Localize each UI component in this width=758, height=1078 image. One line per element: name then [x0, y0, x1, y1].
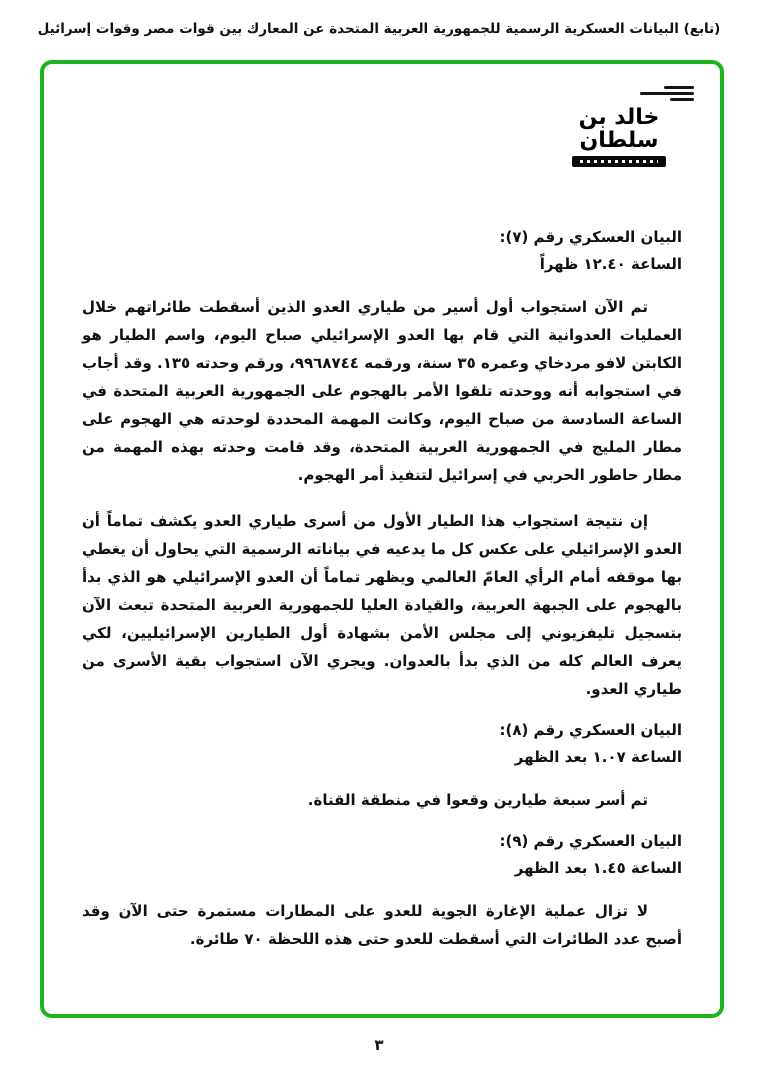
statement-paragraph: تم أسر سبعة طيارين وقعوا في منطقة القناة. [307, 791, 648, 809]
statement-paragraph: إن نتيجة استجواب هذا الطيار الأول من أسرى طياري العدو يكشف تماماً أن العدو الإسرائيلي على عكس كل ما يدعيه في بياناته الرسمية التي يحاول أن يغطي بها موقفه أمام الرأي العامّ العالمي ويظهر تماماً أن العدو الإسرائيلي هو الذي بدأ بالهجوم على الجبهة العربية، والقيادة العليا للجمهورية العربية المتحدة تبعث الآن بتسجيل تليفزيوني إلى مجلس الأمن بشهادة أول الطيارين الإسرائيليين، لكي يعرف العالم كله من الذي بدأ بالعدوان. ويجري الآن استجواب بقية الأسرى من طياري العدو. [82, 512, 682, 698]
logo-title: خالد بن سلطان [578, 105, 660, 154]
document-frame [40, 60, 724, 1018]
page-number: ٣ [374, 1036, 384, 1054]
statement-time: الساعة ١.٠٧ بعد الظهر [514, 748, 682, 766]
statement-title: البيان العسكري رقم (٧): [499, 228, 682, 246]
logo-band [572, 156, 666, 167]
statement-block-8 [82, 721, 682, 814]
publisher-logo [544, 86, 694, 167]
statement-block-9 [82, 832, 682, 953]
statement-paragraph: لا تزال عملية الإغارة الجوية للعدو على المطارات مستمرة حتى الآن وقد أصبح عدد الطائرات التي أسقطت للعدو حتى هذه اللحظة ٧٠ طائرة. [82, 902, 682, 948]
logo-calligraphy-marks [544, 86, 694, 101]
statement-title: البيان العسكري رقم (٨): [499, 721, 682, 739]
statement-paragraph: تم الآن استجواب أول أسير من طياري العدو الذين أسقطت طائراتهم خلال العمليات العدوانية التي قام بها العدو الإسرائيلي صباح اليوم، واسم الطيار هو الكابتن لافو مردخاي وعمره ٣٥ سنة، ورقمه ٩٩٦٨٧٤٤، ورقم وحدته ١٣٥. وقد أجاب في استجوابه أنه ووحدته تلقوا الأمر بالهجوم على الجمهورية العربية المتحدة في الساعة السادسة من صباح اليوم، وكانت المهمة المحددة لوحدته هي الهجوم على مطار المليج في الجمهورية العربية المتحدة، وقد قامت وحدته بهذه المهمة من مطار حاطور الحربي في إسرائيل لتنفيذ أمر الهجوم. [82, 298, 682, 484]
statement-time: الساعة ١٢.٤٠ ظهراً [539, 255, 682, 273]
statement-time: الساعة ١.٤٥ بعد الظهر [514, 859, 682, 877]
statement-block-7 [82, 228, 682, 703]
statement-title: البيان العسكري رقم (٩): [499, 832, 682, 850]
document-header: (تابع) البيانات العسكرية الرسمية للجمهورية العربية المتحدة عن المعارك بين قوات مصر وقوات إسرائيل [37, 21, 721, 37]
document-content [82, 228, 682, 971]
